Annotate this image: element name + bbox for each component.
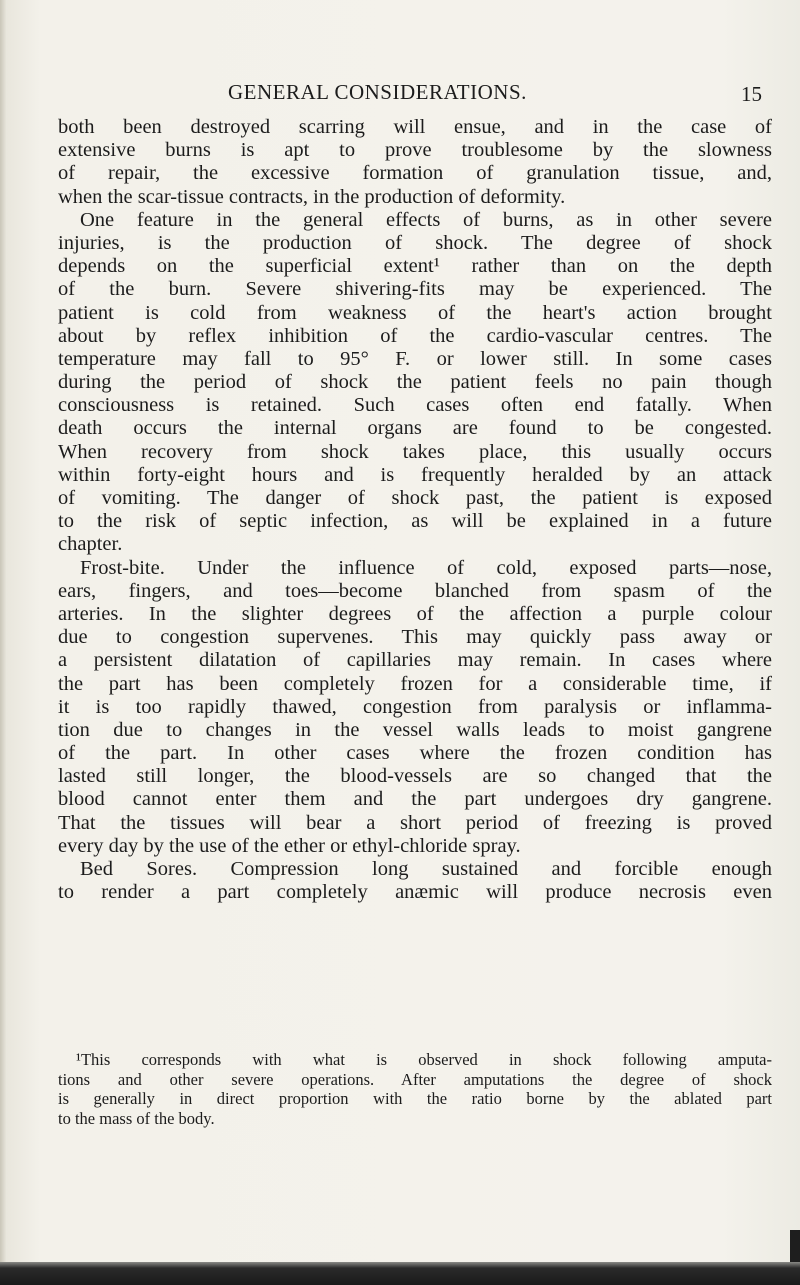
text-line: One feature in the general effects of burns, as in other severe	[80, 208, 772, 231]
text-line: of vomiting. The danger of shock past, the patient is exposed	[58, 487, 772, 509]
text-line: Frost-bite. Under the influence of cold, exposed parts—nose,	[80, 556, 772, 579]
text-line: it is too rapidly thawed, congestion from paralysis or inflamma-	[58, 695, 772, 718]
text-line: due to congestion supervenes. This may quickly pass away or	[58, 626, 772, 649]
text-line: depends on the superficial extent¹ rather than on the depth	[58, 255, 772, 278]
footnote-line: ¹This corresponds with what is observed in shock following amputa-	[76, 1050, 772, 1069]
page-gutter-shadow	[0, 0, 6, 1285]
footnotes	[58, 1050, 772, 1128]
text-line: patient is cold from weakness of the heart's action brought	[58, 301, 772, 324]
text-line: That the tissues will bear a short period of freezing is proved	[58, 811, 772, 834]
text-line: during the period of shock the patient feels no pain though	[58, 371, 772, 394]
text-line: When recovery from shock takes place, this usually occurs	[58, 440, 772, 463]
text-line: blood cannot enter them and the part undergoes dry gangrene.	[58, 788, 772, 811]
text-line: about by reflex inhibition of the cardio-vascular centres. The	[58, 324, 772, 347]
footnote-line: tions and other severe operations. After amputations the degree of shock	[58, 1069, 772, 1089]
text-line: temperature may fall to 95° F. or lower still. In some cases	[58, 347, 772, 370]
running-title: GENERAL CONSIDERATIONS.	[228, 80, 527, 104]
scan-edge-mark	[790, 1230, 800, 1262]
page-number: 15	[741, 82, 762, 106]
footnote-line: to the mass of the body.	[58, 1108, 215, 1128]
text-line: to render a part completely anæmic will produce necrosis even	[58, 881, 772, 904]
footnote-line: is generally in direct proportion with the ratio borne by the ablated part	[58, 1089, 772, 1108]
text-line: every day by the use of the ether or ethyl-chloride spray.	[58, 834, 521, 857]
text-line: chapter.	[58, 533, 123, 556]
text-line: within forty-eight hours and is frequently heralded by an attack	[58, 463, 772, 486]
scan-bottom-edge	[0, 1262, 800, 1285]
text-line: of repair, the excessive formation of granulation tissue, and,	[58, 162, 772, 185]
text-line: death occurs the internal organs are found to be congested.	[58, 417, 772, 440]
text-line: of the burn. Severe shivering-fits may be experienced. The	[58, 278, 772, 301]
text-line: ears, fingers, and toes—become blanched from spasm of the	[58, 579, 772, 602]
text-line: to the risk of septic infection, as will be explained in a future	[58, 510, 772, 533]
text-line: both been destroyed scarring will ensue, and in the case of	[58, 116, 772, 138]
text-line: tion due to changes in the vessel walls leads to moist gangrene	[58, 718, 772, 741]
text-line: when the scar-tissue contracts, in the production of deformity.	[58, 185, 566, 208]
text-line: extensive burns is apt to prove troublesome by the slowness	[58, 139, 772, 162]
body-text	[58, 116, 772, 904]
text-line: lasted still longer, the blood-vessels are so changed that the	[58, 765, 772, 788]
text-line: of the part. In other cases where the frozen condition has	[58, 742, 772, 765]
text-line: the part has been completely frozen for a considerable time, if	[58, 672, 772, 695]
text-line: consciousness is retained. Such cases often end fatally. When	[58, 394, 772, 417]
text-line: a persistent dilatation of capillaries may remain. In cases where	[58, 649, 772, 672]
text-line: arteries. In the slighter degrees of the affection a purple colour	[58, 602, 772, 625]
text-line: injuries, is the production of shock. The degree of shock	[58, 231, 772, 254]
text-line: Bed Sores. Compression long sustained and forcible enough	[80, 858, 772, 880]
